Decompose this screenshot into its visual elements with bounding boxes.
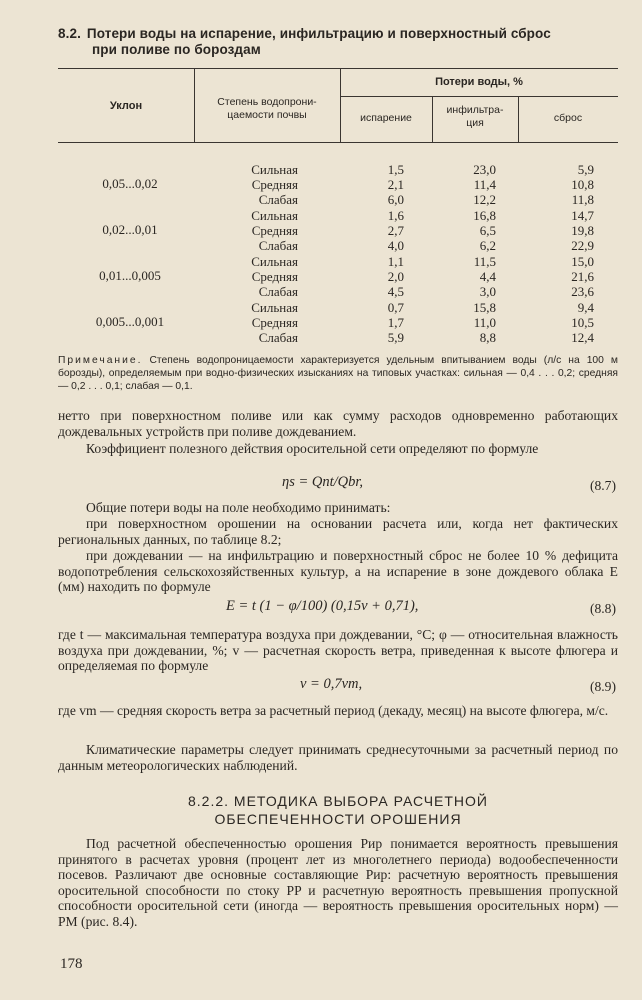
paragraph-8: Климатические параметры следует принимать среднесуточными за расчетный период по данным метеорологических наблюдений.: [58, 742, 618, 773]
table-cell: 22,9: [571, 238, 594, 253]
table-cell: 4,4: [479, 269, 496, 284]
paragraph-6: где t — максимальная температура воздуха при дождевании, °С; φ — относительная влажность воздуха при дождевании, %; v — расчетная скорость ветра, приведенная к высоте флюгера и определяемая по формуле: [58, 627, 618, 674]
caption-line-1: Потери воды на испарение, инфильтрацию и поверхностный сброс: [86, 26, 551, 41]
slope-group-3: 0,01...0,005: [99, 268, 161, 283]
table-cell: 11,0: [473, 315, 496, 330]
formula-8-7: ηs = Qnt/Qbr,: [282, 474, 364, 490]
table-cell: Слабая: [258, 238, 298, 253]
table-cell: 6,2: [479, 238, 496, 253]
paragraph-2: Коэффициент полезного действия оросительной сети определяют по формуле: [86, 441, 539, 456]
table-cell: 1,1: [387, 254, 404, 269]
formula-8-8: E = t (1 − φ/100) (0,15v + 0,71),: [226, 598, 419, 614]
section-heading-line-1: 8.2.2. МЕТОДИКА ВЫБОРА РАСЧЕТНОЙ: [188, 793, 488, 809]
table-cell: 12,2: [473, 192, 496, 207]
table-cell: Сильная: [251, 254, 298, 269]
paragraph-1: нетто при поверхностном поливе или как сумму расходов одновременно работающих дождевальных устройств при поливе дождеванием.: [58, 408, 618, 439]
header-infil-line-2: ция: [466, 117, 484, 129]
paragraph-9: Под расчетной обеспеченностью орошения Pир понимается вероятность превышения принятого в расчетах уровня (процент лет из многолетнего периода) водообеспеченности посевов. Различают две основные составляющие Pир: расчетную вероятность превышения оросительной способности по стоку PP и расчетную вероятность превышения пропускной способности оросительной сети (иногда — вероятность превышения оросительных норм) — PM (рис. 8.4).: [58, 836, 618, 929]
table-cell: 5,9: [387, 330, 404, 345]
slope-group-4: 0,005...0,001: [95, 314, 165, 329]
table-cell: 15,0: [571, 254, 594, 269]
table-number: 8.2.: [58, 26, 81, 41]
table-cell: Слабая: [258, 284, 298, 299]
table-cell: 21,6: [571, 269, 594, 284]
page-number: 178: [60, 956, 83, 972]
table-cell: 10,8: [571, 177, 594, 192]
table-cell: 2,0: [387, 269, 404, 284]
table-cell: 2,1: [387, 177, 404, 192]
section-heading: [58, 792, 618, 828]
header-slope: Уклон: [109, 100, 143, 112]
table-cell: 1,6: [387, 208, 404, 223]
table-cell: 11,5: [473, 254, 496, 269]
table-cell: Слабая: [258, 192, 298, 207]
equation-number-8-7: (8.7): [589, 478, 616, 493]
paragraph-7: где vm — средняя скорость ветра за расчетный период (декаду, месяц) на высоте флюгера, м/с.: [58, 703, 609, 718]
table-top-rule: [58, 68, 618, 69]
table-cell: 15,8: [473, 300, 496, 315]
table-cell: 14,7: [571, 208, 594, 223]
note-label: Примечание.: [58, 355, 143, 366]
slope-group-1: 0,05...0,02: [102, 176, 158, 191]
header-infiltration: [432, 104, 518, 130]
note-text: Степень водопроницаемости характеризуется удельным впитыванием воды (л/с на 100 м борозды), определяемым при водно-физических изысканиях на типовых участках: сильная — 0,4 . . . 0,2; средняя — 0,2 . . . 0,1; слабая — 0,1.: [58, 355, 618, 392]
table-cell: 8,8: [479, 330, 496, 345]
table-cell: Средняя: [251, 315, 298, 330]
table-cell: 6,0: [387, 192, 404, 207]
table-cell: 12,4: [571, 330, 594, 345]
table-cell: Сильная: [251, 208, 298, 223]
formula-8-9: v = 0,7vm,: [300, 676, 363, 692]
table-cell: 10,5: [571, 315, 594, 330]
equation-number-8-9: (8.9): [589, 679, 616, 694]
paragraph-3: Общие потери воды на поле необходимо принимать:: [86, 500, 391, 515]
header-evaporation: испарение: [360, 112, 412, 124]
paragraph-5: при дождевании — на инфильтрацию и поверхностный сброс не более 10 % дефицита водопотребления сельскохозяйственных культур, а на испарение в зоне дождевого облака E (мм) находить по формуле: [58, 548, 618, 595]
equation-number-8-8: (8.8): [589, 601, 616, 616]
header-perm-line-1: Степень водопрони-: [217, 96, 317, 108]
header-runoff: сброс: [553, 112, 583, 124]
header-losses: Потери воды, %: [435, 76, 523, 88]
slope-group-2: 0,02...0,01: [102, 222, 158, 237]
table-caption: [58, 26, 618, 58]
table-cell: 4,0: [387, 238, 404, 253]
table-note: [58, 354, 618, 393]
table-cell: Средняя: [251, 223, 298, 238]
table-cell: 6,5: [479, 223, 496, 238]
paragraph-4: при поверхностном орошении на основании расчета или, когда нет фактических региональных данных, по таблице 8.2;: [58, 516, 618, 547]
table-cell: 1,7: [387, 315, 404, 330]
subheader-rule: [340, 96, 618, 97]
table-cell: 11,8: [571, 192, 594, 207]
table-cell: Средняя: [251, 177, 298, 192]
table-cell: 4,5: [387, 284, 404, 299]
table-cell: 2,7: [387, 223, 404, 238]
header-perm-line-2: цаемости почвы: [227, 109, 307, 121]
header-infil-line-1: инфильтра-: [446, 104, 504, 116]
table-cell: Слабая: [258, 330, 298, 345]
table-cell: 5,9: [577, 162, 594, 177]
caption-line-2: при поливе по бороздам: [92, 42, 261, 57]
table-cell: 11,4: [473, 177, 496, 192]
table-cell: 16,8: [473, 208, 496, 223]
table-cell: 1,5: [387, 162, 404, 177]
table-cell: Сильная: [251, 162, 298, 177]
table-cell: 23,0: [473, 162, 496, 177]
table-cell: 3,0: [479, 284, 496, 299]
header-permeability: [194, 96, 340, 122]
table-cell: 23,6: [571, 284, 594, 299]
table-cell: 9,4: [577, 300, 594, 315]
section-heading-line-2: ОБЕСПЕЧЕННОСТИ ОРОШЕНИЯ: [214, 811, 462, 827]
header-bottom-rule: [58, 142, 618, 143]
table-cell: 19,8: [571, 223, 594, 238]
table-cell: Сильная: [251, 300, 298, 315]
table-cell: Средняя: [251, 269, 298, 284]
table-cell: 0,7: [387, 300, 404, 315]
